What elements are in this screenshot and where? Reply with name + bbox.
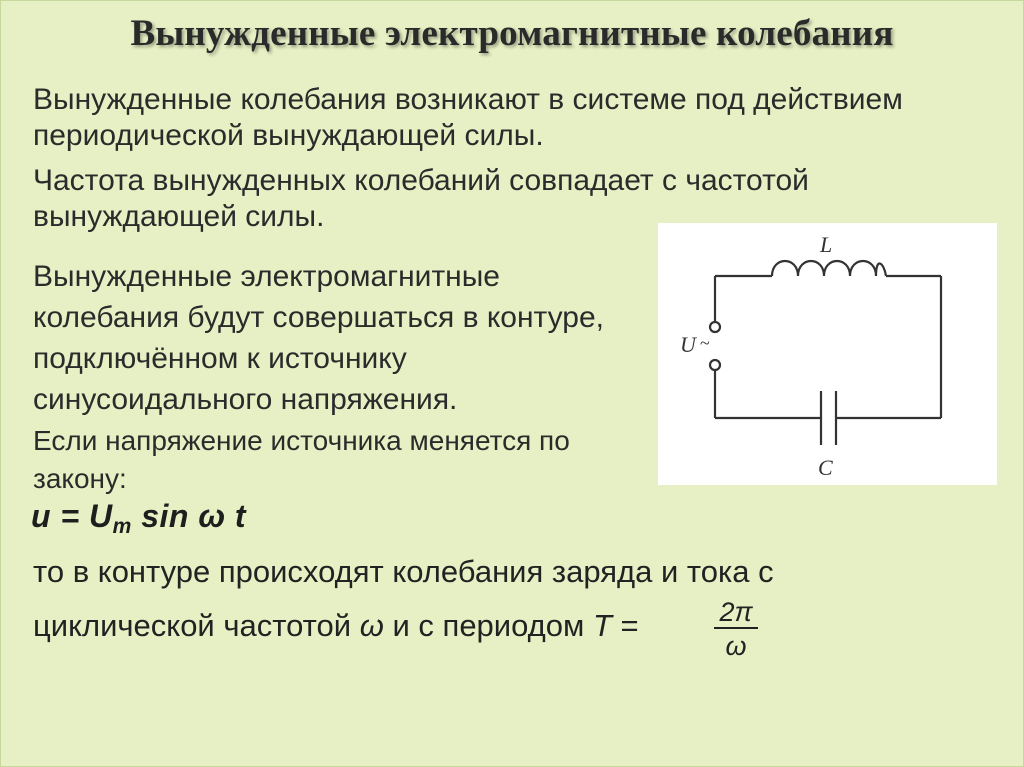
terminal-bottom: [710, 360, 720, 370]
paragraph-forced-oscillations-definition: Вынужденные колебания возникают в системе под действием периодической вынуждающей силы.: [33, 83, 903, 152]
voltage-formula: [31, 498, 246, 539]
formula-amplitude: $U_m$: [89, 498, 132, 538]
paragraph-frequency-statement: Частота вынужденных колебаний совпадает с частотой вынуждающей силы.: [33, 164, 809, 233]
lc-circuit-diagram: [658, 223, 997, 485]
omega-symbol: ω: [359, 608, 384, 643]
label-tilde: ~: [700, 333, 710, 353]
period-symbol: T: [592, 608, 612, 643]
paragraph-em-oscillations: Вынужденные электромагнитные колебания будут совершаться в контуре, подключённом к источнику синусоидального напряжения.: [33, 260, 604, 416]
label-U: U: [680, 332, 696, 357]
fraction-denominator: ω: [725, 631, 747, 661]
circuit-svg: [658, 223, 997, 485]
paragraph-charge-current: то в контуре происходят колебания заряда и тока с: [33, 554, 774, 589]
fraction-numerator: 2π: [719, 597, 753, 627]
terminal-top: [710, 322, 720, 332]
label-C: C: [818, 455, 833, 480]
inductor-coil: [772, 261, 886, 276]
paragraph-voltage-law: Если напряжение источника меняется по закону:: [33, 425, 570, 494]
formula-equals: =: [60, 498, 80, 534]
paragraph-cyclic-frequency: циклической частотой ω и с периодом T =: [33, 608, 639, 643]
period-fraction: [714, 598, 758, 660]
slide-title: Вынужденные электромагнитные колебания: [130, 13, 894, 54]
label-L: L: [820, 232, 833, 257]
fraction-bar: [714, 627, 758, 629]
formula-lhs: u: [31, 498, 52, 534]
formula-rhs: sin ω t: [141, 498, 247, 534]
